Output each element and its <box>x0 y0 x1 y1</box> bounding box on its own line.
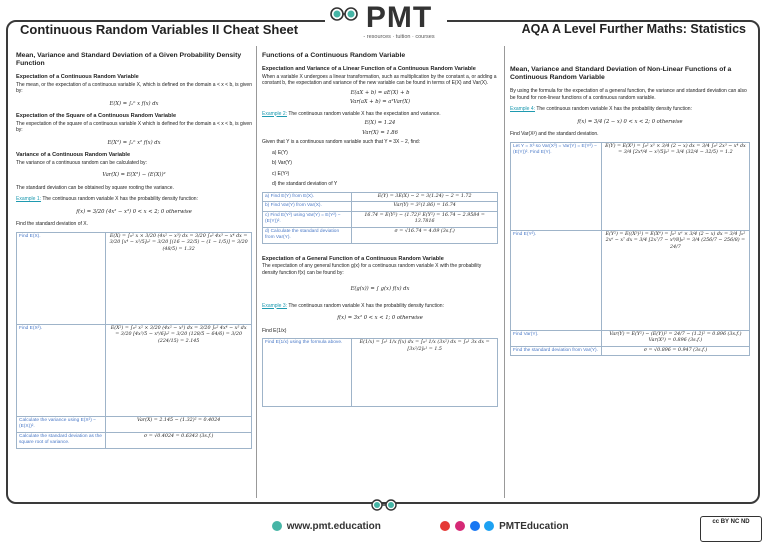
formula: Var(X) = 1.86 <box>362 129 398 136</box>
step-answer: E(Y) = 3E(X) − 2 = 3(1.24) − 2 = 1.72 <box>352 192 498 202</box>
paragraph: The continuous random variable X has the probability density function: <box>288 302 444 309</box>
table-row <box>511 346 750 356</box>
formula: E(aX + b) = aE(X) + b <box>350 89 410 96</box>
formula: E(g(x)) = ∫ g(x) f(x) dx <box>350 286 410 292</box>
formula: E(X²) = ∫ₐᵇ x² f(x) dx <box>107 139 161 146</box>
paragraph: The mean, or the expectation of a continuous variable X, which is defined on the domain a < x < b, is given by: <box>16 81 252 94</box>
paragraph: Find Var(X³) and the standard deviation. <box>510 131 599 137</box>
section-heading: Functions of a Continuous Random Variable <box>262 52 406 59</box>
column-2 <box>262 52 498 411</box>
twitter-icon <box>484 521 494 531</box>
paragraph: The continuous random variable X has the probability density function: <box>42 196 198 202</box>
paragraph: When a variable X undergoes a linear transformation, such as multiplication by the constant a, or adding a constant b, the expectation and variance of the new variable can be found in terms of E(X) and Var(X). <box>262 73 497 86</box>
example-label: Example 2: <box>262 110 288 117</box>
footer <box>0 508 768 543</box>
paragraph: The expectation of the square of a continuous variable X which is defined for the domain a < x < b, is given by: <box>16 120 252 133</box>
sheet-subject: AQA A Level Further Maths: Statistics <box>518 22 750 36</box>
formula: E(X) = ∫ₐᵇ x f(x) dx <box>109 100 159 107</box>
table-row <box>511 330 750 346</box>
paragraph: Find the standard deviation of X. <box>16 221 88 227</box>
step-question: Find E(1/x) using the formula above. <box>263 339 352 407</box>
subheading: Variance of a Continuous Random Variable <box>16 152 131 158</box>
social-links[interactable] <box>440 521 569 532</box>
website-text: www.pmt.education <box>286 521 381 532</box>
example-label: Example 4: <box>510 106 536 112</box>
step-question: Calculate the variance using E(X²) − (E(X))². <box>17 416 106 432</box>
formula: f(x) = 3/4 (2 − x) 0 < x < 2; 0 otherwise <box>577 118 683 125</box>
subheading: Expectation of the Square of a Continuous Random Variable <box>16 113 177 119</box>
step-answer: σ = √0.896 = 0.947 (3s.f.) <box>601 346 749 356</box>
website-link[interactable] <box>272 521 381 532</box>
table-row <box>263 192 498 202</box>
formula: f(x) = 3/20 (4x² − x³) 0 < x < 2; 0 otherwise <box>76 208 192 215</box>
table-row <box>263 339 498 407</box>
column-3 <box>510 66 750 360</box>
step-question: d) Calculate the standard deviation from Var(Y). <box>263 227 352 243</box>
example-label: Example 3: <box>262 302 288 309</box>
brand-name: PMT <box>365 1 433 34</box>
step-question: Calculate the standard deviation as the square root of variance. <box>17 432 106 448</box>
example-label: Example 1: <box>16 196 42 202</box>
question-part: b) Var(Y) <box>272 160 292 166</box>
step-answer: E(X) = ∫₀² x × 3/20 (4x² − x³) dx = 3/20 ∫₀² 4x³ − x⁴ dx = 3/20 [x⁴ − x⁵/5]₀² = 3/20 [(16 − 32/5) − (1 − 1/5)] = 3/20 (48/5) = 1.32 <box>106 232 252 324</box>
step-answer: σ = √16.74 = 4.09 (3s.f.) <box>352 227 498 243</box>
worked-solution-table <box>262 338 498 407</box>
step-answer: E(Y²) = E((X³)²) = E(X⁶) = ∫₀² x⁶ × 3/4 (2 − x) dx = 3/4 ∫₀² 2x⁶ − x⁷ dx = 3/4 [2x⁷/7 − x⁸/8]₀² = 3/4 (256/7 − 256/8) = 24/7 <box>601 230 749 330</box>
step-question: Find E(Y²). <box>511 230 602 330</box>
formula: Var(X) = E(X²) − (E(X))² <box>102 172 166 178</box>
brand-tagline: - resources · tuition · courses <box>363 34 435 40</box>
step-answer: σ = √0.4024 = 0.6343 (3s.f.) <box>106 432 252 448</box>
table-row <box>17 416 252 432</box>
table-row <box>17 324 252 416</box>
paragraph: Given that Y is a continuous random variable such that Y = 3X − 2, find: <box>262 139 421 145</box>
table-row <box>263 202 498 212</box>
step-answer: Var(Y) = E(Y²) − (E(Y))² = 24/7 − (1.2)² = 0.896 (3s.f.) Var(X³) = 0.896 (3s.f.) <box>601 330 749 346</box>
worked-solution-table <box>262 192 498 244</box>
step-question: a) Find E(Y) from E(X). <box>263 192 352 202</box>
step-answer: E(1/x) = ∫₀¹ 1/x f(x) dx = ∫₀¹ 1/x (3x²) dx = ∫₀¹ 3x dx = [3x²/2]₀¹ = 1.5 <box>352 339 498 407</box>
facebook-icon <box>470 521 480 531</box>
step-question: Find the standard deviation from Var(Y). <box>511 346 602 356</box>
subheading: Expectation of a General Function of a Continuous Random Variable <box>262 255 444 262</box>
question-part: d) the standard deviation of Y <box>272 181 338 187</box>
step-answer: 16.74 = E(Y²) − (1.72)² E(Y²) = 16.74 − 2.9584 = 13.7816 <box>352 211 498 227</box>
paragraph: By using the formula for the expectation of a general function, the variance and standard deviation can also be found for non-linear functions of a continuous random variable. <box>510 88 747 101</box>
worked-solution-table <box>16 232 252 449</box>
question-part: c) E(Y²) <box>272 170 290 177</box>
step-answer: Var(Y) = 3²(1.86) = 16.74 <box>352 202 498 212</box>
subheading: Expectation of a Continuous Random Variable <box>16 74 139 80</box>
section-heading: Mean, Variance and Standard Deviation of Non-Linear Functions of a Continuous Random Variable <box>510 66 732 81</box>
step-answer: Var(X) = 2.145 − (1.32)² = 0.4024 <box>106 416 252 432</box>
step-question: Find E(X). <box>17 232 106 324</box>
column-1 <box>16 52 252 453</box>
table-row <box>511 230 750 330</box>
step-question: Find E(X²). <box>17 324 106 416</box>
youtube-icon <box>440 521 450 531</box>
formula: E(X) = 1.24 <box>364 120 396 126</box>
paragraph: The variance of a continuous random can be calculated by: <box>16 159 147 166</box>
instagram-icon <box>455 521 465 531</box>
step-question: c) Find E(Y²) using Var(Y) = E(Y²) − (E(Y))². <box>263 211 352 227</box>
table-row <box>263 227 498 243</box>
paragraph: The standard deviation can be obtained by square rooting the variance. <box>16 184 174 191</box>
step-question: Let Y = X³ so Var(X³) = Var(Y) = E(Y²) − (E(Y))². Find E(Y). <box>511 142 602 230</box>
table-row <box>17 432 252 448</box>
step-question: b) Find Var(Y) from Var(X). <box>263 202 352 212</box>
step-answer: E(Y) = E(X³) = ∫₀² x³ × 3/4 (2 − x) dx = 3/4 ∫₀² 2x³ − x⁴ dx = 3/4 [2x⁴/4 − x⁵/5]₀² = 3/4 (32/4 − 32/5) = 1.2 <box>601 142 749 230</box>
globe-icon <box>272 521 282 531</box>
section-heading: Mean, Variance and Standard Deviation of a Given Probability Density Function <box>16 52 242 67</box>
subheading: Expectation and Variance of a Linear Function of a Continuous Random Variable <box>262 66 476 72</box>
paragraph: Find E(1/x) <box>262 327 287 334</box>
glasses-icon <box>329 6 359 22</box>
step-question: Find Var(Y). <box>511 330 602 346</box>
social-handle: PMTEducation <box>499 521 569 532</box>
paragraph: The continuous random variable X has the expectation and variance. <box>288 110 441 117</box>
license-badge: cc BY NC ND <box>700 516 762 542</box>
table-row <box>17 232 252 324</box>
question-part: a) E(Y) <box>272 149 288 156</box>
step-answer: E(X²) = ∫₀² x² × 3/20 (4x² − x³) dx = 3/20 ∫₀² 4x⁴ − x⁵ dx = 3/20 [4x⁵/5 − x⁶/6]₀² = 3/20 (128/5 − 64/6) = 3/20 (224/15) = 2.145 <box>106 324 252 416</box>
paragraph: The continuous random variable X has the probability density function: <box>536 106 692 112</box>
pmt-logo <box>325 2 447 50</box>
column-divider <box>504 46 505 498</box>
table-row <box>263 211 498 227</box>
paragraph: The expectation of any general function g(x) for a continuous random variable X with the probability density function f(x) can be found by: <box>262 263 482 276</box>
formula: Var(aX + b) = a²Var(X) <box>349 99 411 105</box>
column-divider <box>256 46 257 498</box>
table-row <box>511 142 750 230</box>
worked-solution-table <box>510 142 750 357</box>
formula: f(x) = 3x² 0 < x < 1; 0 otherwise <box>337 315 423 321</box>
sheet-title: Continuous Random Variables II Cheat Sheet <box>16 22 302 37</box>
